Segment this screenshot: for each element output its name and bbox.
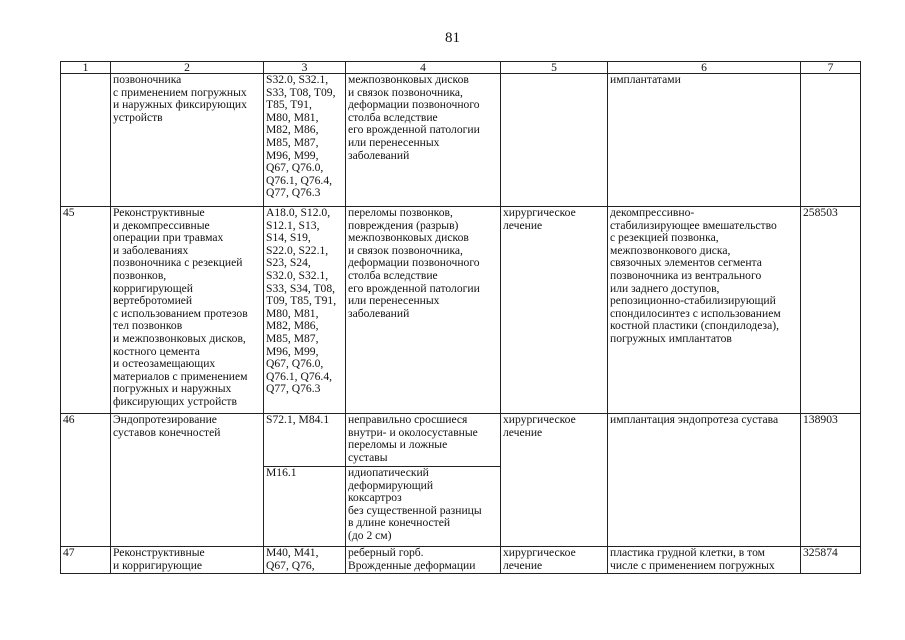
treatment-type-cell: хирургическое лечение <box>501 547 608 574</box>
column-header-7: 7 <box>801 62 861 74</box>
icd-codes-cell: S32.0, S32.1, S33, T08, T09, T85, T91, M80, M81, M82, M86, M85, M87, M96, M99, Q67, Q76.0, Q76.1, Q76.4, Q77, Q76.3 <box>264 74 346 207</box>
icd-codes-cell: S72.1, M84.1 <box>264 414 346 467</box>
column-header-2: 2 <box>111 62 264 74</box>
column-header-4: 4 <box>346 62 501 74</box>
column-header-5: 5 <box>501 62 608 74</box>
icd-codes-cell: M40, M41, Q67, Q76, <box>264 547 346 574</box>
intervention-name-cell: Эндопротезирование суставов конечностей <box>111 414 264 547</box>
column-header-6: 6 <box>608 62 801 74</box>
treatment-type-cell <box>501 74 608 207</box>
cost-cell <box>801 74 861 207</box>
column-header-1: 1 <box>61 62 111 74</box>
treatment-method-cell: декомпрессивно- стабилизирующее вмешательство с резекцией позвонка, межпозвонкового диска, связочных элементов сегмента позвоночника из вентрального или заднего доступов, репозиционно-стабилизирующий спондилосинтез с использованием костной пластики (спондилодеза), погружных имплантатов <box>608 207 801 414</box>
treatment-method-cell: имплантация эндопротеза сустава <box>608 414 801 547</box>
patient-model-cell: реберный горб. Врожденные деформации <box>346 547 501 574</box>
row-number-cell: 47 <box>61 547 111 574</box>
row-number-cell <box>61 74 111 207</box>
row-number-cell: 46 <box>61 414 111 547</box>
patient-model-cell: переломы позвонков, повреждения (разрыв) межпозвонковых дисков и связок позвоночника, деформации позвоночного столба вследствие его врожденной патологии или перенесенных заболеваний <box>346 207 501 414</box>
cost-cell: 138903 <box>801 414 861 547</box>
table-row-46 <box>61 414 861 467</box>
table-row-continued <box>61 74 861 207</box>
table-row-45 <box>61 207 861 414</box>
medical-care-table <box>60 61 861 574</box>
cost-cell: 258503 <box>801 207 861 414</box>
table-row-47 <box>61 547 861 574</box>
icd-codes-cell: M16.1 <box>264 467 346 547</box>
treatment-method-cell: имплантатами <box>608 74 801 207</box>
page-number: 81 <box>445 30 460 46</box>
icd-codes-cell: A18.0, S12.0, S12.1, S13, S14, S19, S22.0, S22.1, S23, S24, S32.0, S32.1, S33, S34, T08, T09, T85, T91, M80, M81, M82, M86, M85, M87, M96, M99, Q67, Q76.0, Q76.1, Q76.4, Q77, Q76.3 <box>264 207 346 414</box>
cost-cell: 325874 <box>801 547 861 574</box>
row-number-cell: 45 <box>61 207 111 414</box>
treatment-type-cell: хирургическое лечение <box>501 207 608 414</box>
treatment-method-cell: пластика грудной клетки, в том числе с применением погружных <box>608 547 801 574</box>
patient-model-cell: межпозвонковых дисков и связок позвоночника, деформации позвоночного столба вследствие его врожденной патологии или перенесенных заболеваний <box>346 74 501 207</box>
patient-model-cell: неправильно сросшиеся внутри- и околосуставные переломы и ложные суставы <box>346 414 501 467</box>
treatment-type-cell: хирургическое лечение <box>501 414 608 547</box>
column-header-3: 3 <box>264 62 346 74</box>
patient-model-cell: идиопатический деформирующий коксартроз без существенной разницы в длине конечностей (до 2 см) <box>346 467 501 547</box>
header-row <box>61 62 861 74</box>
intervention-name-cell: позвоночника с применением погружных и наружных фиксирующих устройств <box>111 74 264 207</box>
intervention-name-cell: Реконструктивные и корригирующие <box>111 547 264 574</box>
intervention-name-cell: Реконструктивные и декомпрессивные операции при травмах и заболеваниях позвоночника с резекцией позвонков, корригирующей вертебротомией с использованием протезов тел позвонков и межпозвонковых дисков, костного цемента и остеозамещающих материалов с применением погружных и наружных фиксирующих устройств <box>111 207 264 414</box>
